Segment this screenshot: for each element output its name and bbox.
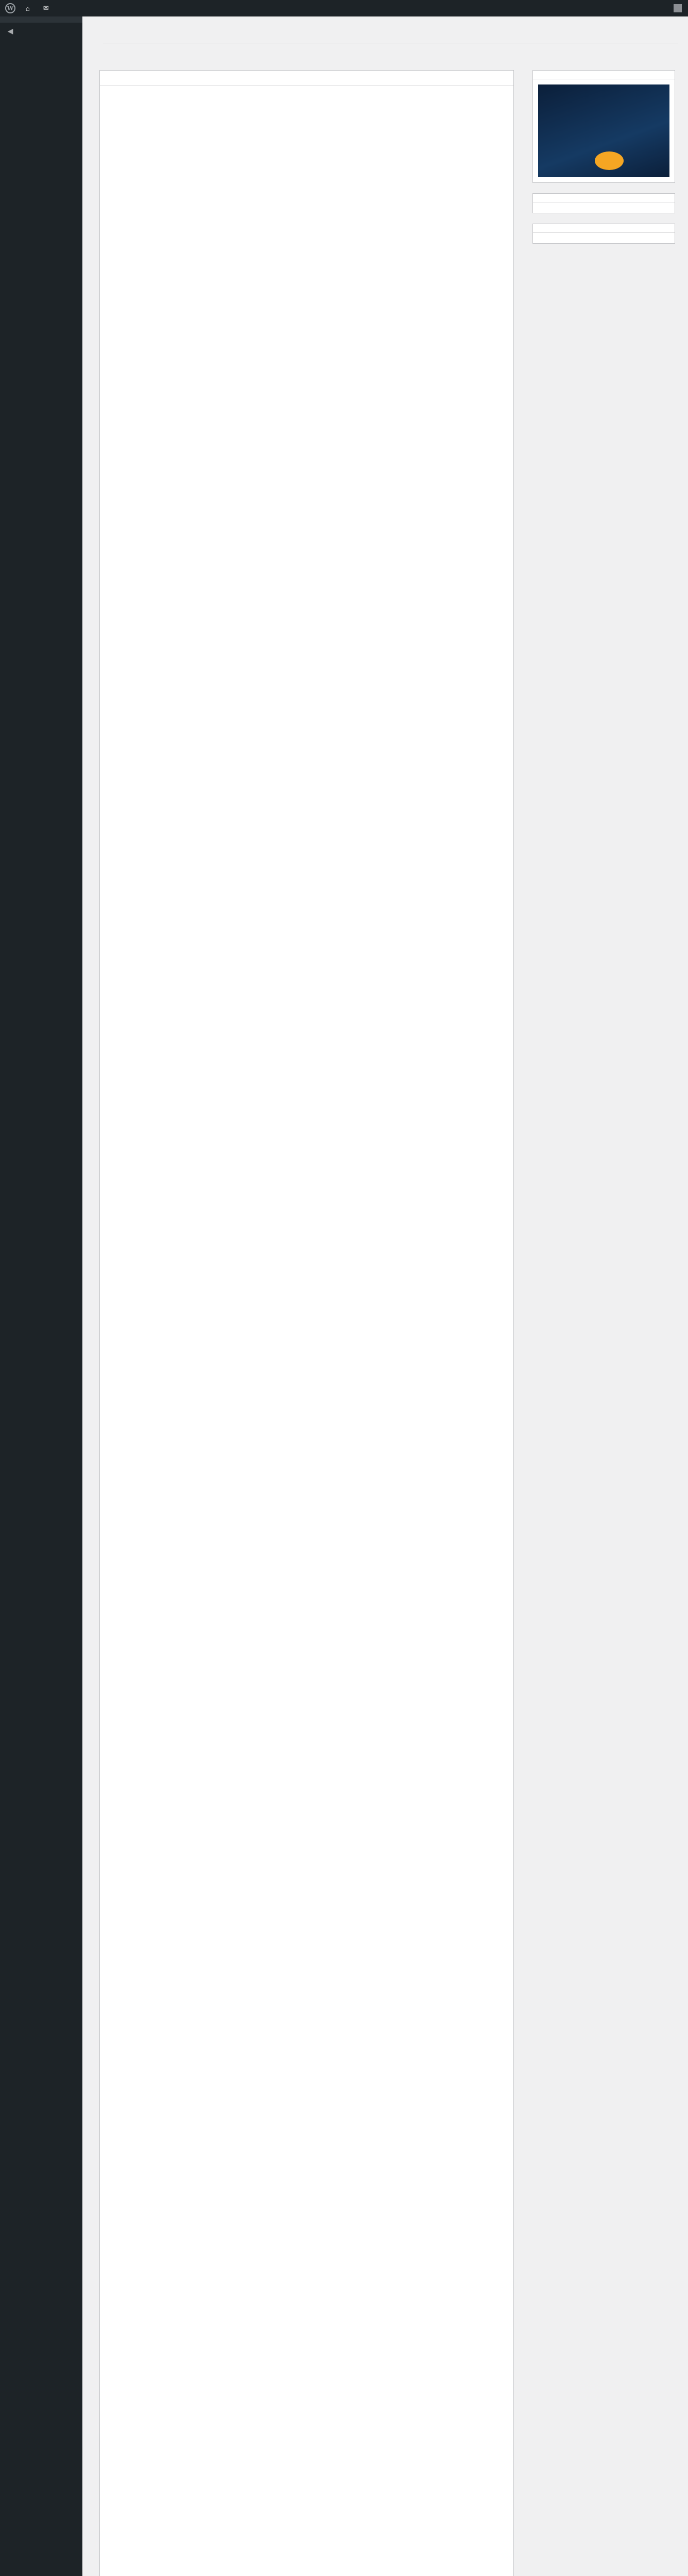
panel-title (100, 71, 513, 86)
new-content-link[interactable] (57, 0, 67, 16)
forum-widget (532, 193, 675, 213)
avatar (674, 4, 682, 12)
options-sidebar (532, 70, 675, 254)
widget-title (533, 71, 675, 79)
collapse-icon: ◀ (7, 27, 13, 36)
widget-title (533, 194, 675, 202)
shortcode-list (100, 86, 513, 92)
shortcodes-panel (99, 70, 514, 2576)
wp-logo-menu[interactable] (0, 0, 21, 16)
home-icon: ⌂ (26, 4, 30, 12)
wordpress-icon: W (5, 3, 15, 13)
options-tabs (103, 27, 678, 43)
documentation-widget (532, 224, 675, 244)
account-menu[interactable] (662, 0, 688, 16)
price-badge (595, 151, 624, 170)
admin-bar (0, 0, 688, 16)
themes-banner[interactable] (538, 84, 669, 177)
comment-icon: ✉ (43, 4, 49, 12)
collapse-menu-button[interactable] (0, 23, 82, 40)
site-name-link[interactable] (21, 0, 38, 16)
comments-link[interactable] (38, 0, 57, 16)
our-themes-widget (532, 70, 675, 183)
widget-title (533, 224, 675, 233)
appearance-submenu (0, 16, 82, 23)
admin-sidebar (0, 16, 82, 2576)
